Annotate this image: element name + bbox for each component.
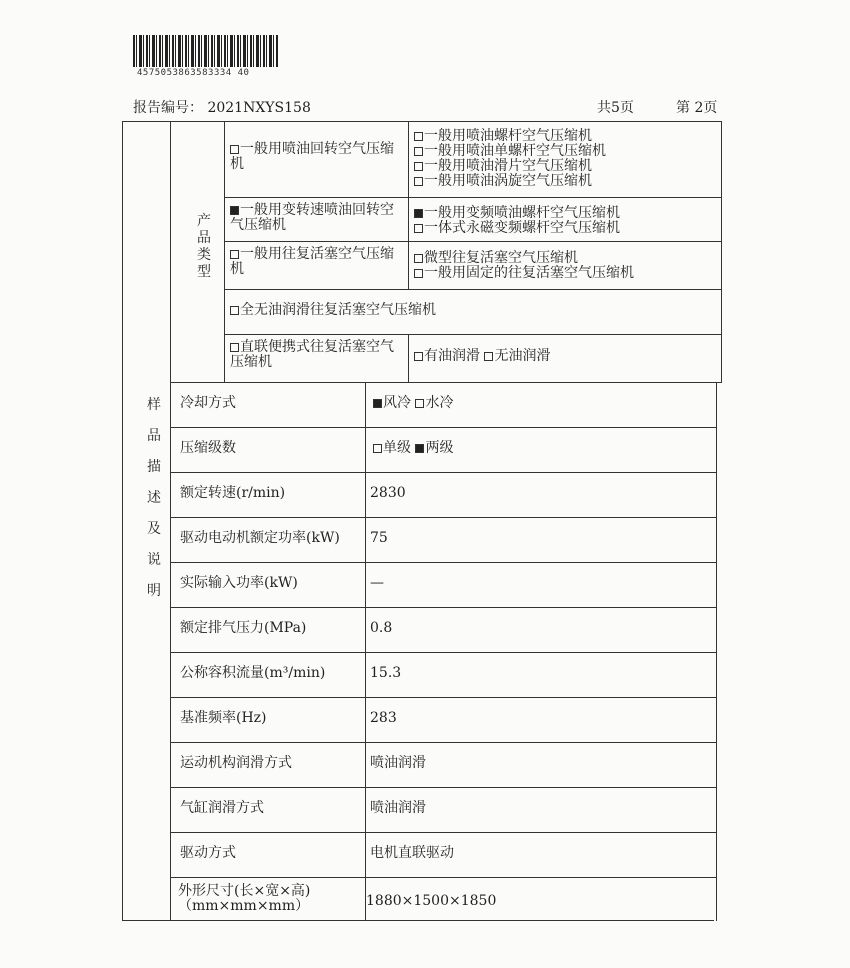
product-type-r3-right: 微型往复活塞空气压缩机 一般用固定的往复活塞空气压缩机: [414, 251, 720, 281]
row-drive-label: 驱动方式: [180, 845, 236, 861]
row-cooling-value: 风冷 水冷: [373, 396, 453, 411]
product-type-r2-left: 一般用变转速喷油回转空气压缩机: [230, 202, 394, 233]
row-motor-power-value: 75: [370, 530, 388, 546]
total-pages: 共5页: [597, 100, 634, 116]
checkbox-checked-icon[interactable]: [414, 209, 423, 218]
checkbox-icon[interactable]: [414, 132, 423, 141]
row-drive-value: 电机直联驱动: [370, 845, 454, 861]
row-flow-label: 公称容积流量(m³/min): [180, 665, 326, 681]
row-frequency-label: 基准频率(Hz): [180, 710, 267, 726]
row-speed-value: 2830: [370, 485, 406, 501]
row-mech-lube-label: 运动机构润滑方式: [180, 755, 292, 771]
checkbox-icon[interactable]: [414, 224, 423, 233]
checkbox-checked-icon[interactable]: [373, 399, 382, 408]
product-type-r5-right: 有油润滑 无油润滑: [414, 349, 720, 364]
report-number-value: 2021NXYS158: [207, 100, 311, 116]
barcode: [133, 35, 278, 67]
row-motor-power-label: 驱动电动机额定功率(kW): [180, 530, 340, 546]
product-type-r2-right: 一般用变频喷油螺杆空气压缩机 一体式永磁变频螺杆空气压缩机: [414, 206, 720, 236]
product-type-r1-left: 一般用喷油回转空气压缩机: [230, 141, 394, 172]
checkbox-icon[interactable]: [484, 352, 493, 361]
checkbox-icon[interactable]: [230, 250, 239, 259]
product-type-r4: 全无油润滑往复活塞空气压缩机: [230, 303, 710, 318]
row-pressure-value: 0.8: [370, 620, 393, 636]
report-number: [133, 97, 311, 117]
row-dimensions-label: 外形尺寸(长×宽×高) （mm×mm×mm）: [178, 883, 311, 914]
row-stages-value: 单级 两级: [373, 441, 453, 456]
row-cooling-label: 冷却方式: [180, 395, 236, 411]
report-number-label: 报告编号：: [133, 100, 203, 116]
product-type-r5-left: 直联便携式往复活塞空气压缩机: [230, 339, 394, 370]
row-cyl-lube-label: 气缸润滑方式: [180, 800, 264, 816]
checkbox-icon[interactable]: [415, 399, 424, 408]
row-dimensions-value: 1880×1500×1850: [366, 893, 497, 909]
row-flow-value: 15.3: [370, 665, 402, 681]
row-pressure-label: 额定排气压力(MPa): [180, 620, 307, 636]
product-type-r1-right: 一般用喷油螺杆空气压缩机 一般用喷油单螺杆空气压缩机 一般用喷油滑片空气压缩机 一般用喷油涡旋空气压缩机: [414, 129, 720, 189]
checkbox-checked-icon[interactable]: [230, 206, 239, 215]
row-stages-label: 压缩级数: [180, 440, 236, 456]
checkbox-icon[interactable]: [414, 162, 423, 171]
checkbox-icon[interactable]: [414, 177, 423, 186]
row-input-power-label: 实际输入功率(kW): [180, 575, 298, 591]
row-input-power-value: —: [370, 575, 384, 591]
checkbox-icon[interactable]: [414, 352, 423, 361]
page-number: 第 2页: [676, 100, 718, 116]
checkbox-icon[interactable]: [414, 269, 423, 278]
checkbox-icon[interactable]: [230, 343, 239, 352]
checkbox-icon[interactable]: [414, 254, 423, 263]
row-mech-lube-value: 喷油润滑: [370, 755, 426, 771]
checkbox-icon[interactable]: [373, 444, 382, 453]
product-type-r3-left: 一般用往复活塞空气压缩机: [230, 246, 394, 277]
barcode-number: 4575053863583334 40: [137, 68, 250, 78]
checkbox-icon[interactable]: [230, 145, 239, 154]
row-speed-label: 额定转速(r/min): [180, 485, 286, 501]
row-frequency-value: 283: [370, 710, 397, 726]
checkbox-icon[interactable]: [414, 147, 423, 156]
checkbox-icon[interactable]: [230, 306, 239, 315]
row-cyl-lube-value: 喷油润滑: [370, 800, 426, 816]
checkbox-checked-icon[interactable]: [415, 444, 424, 453]
